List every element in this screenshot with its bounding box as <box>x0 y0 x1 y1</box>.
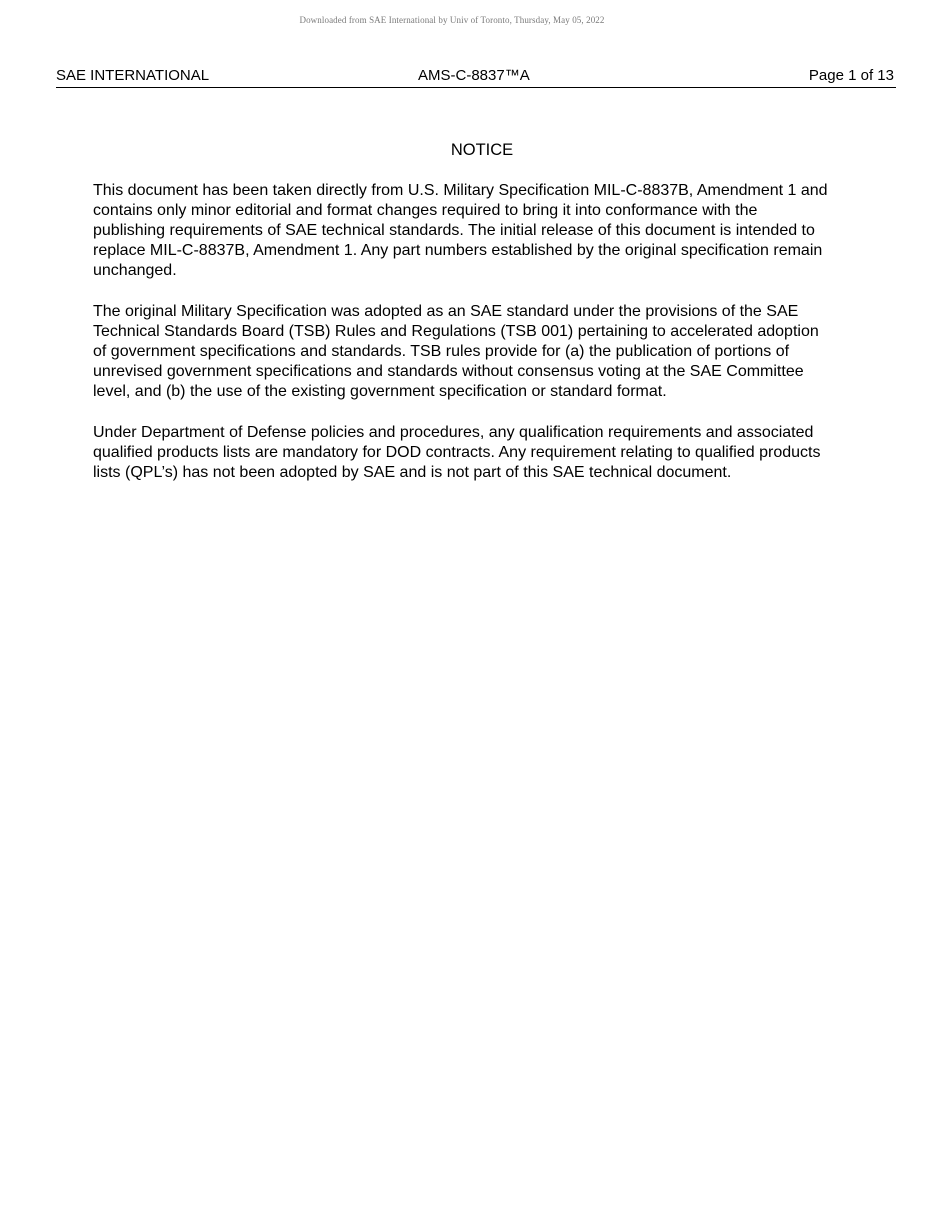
header-document-number: AMS-C-8837™A <box>418 67 530 84</box>
header-page-number: Page 1 of 13 <box>808 67 894 84</box>
paragraph-line: publishing requirements of SAE technical standards. The initial release of this document is intended to <box>93 222 815 239</box>
notice-title: NOTICE <box>450 141 514 159</box>
page-header <box>56 66 896 88</box>
paragraph-line: Technical Standards Board (TSB) Rules and Regulations (TSB 001) pertaining to accelerated adoption <box>93 323 819 340</box>
notice-paragraph-3 <box>93 423 875 483</box>
notice-paragraph-2 <box>93 302 875 402</box>
paragraph-line: of government specifications and standards. TSB rules provide for (a) the publication of portions of <box>93 343 790 360</box>
paragraph-line: lists (QPL’s) has not been adopted by SAE and is not part of this SAE technical document. <box>93 464 732 481</box>
paragraph-line: Under Department of Defense policies and procedures, any qualification requirements and associated <box>93 424 814 441</box>
notice-body <box>93 181 875 504</box>
header-organization: SAE INTERNATIONAL <box>56 67 210 84</box>
paragraph-line: The original Military Specification was adopted as an SAE standard under the provisions of the SAE <box>93 303 799 320</box>
paragraph-line: contains only minor editorial and format changes required to bring it into conformance with the <box>93 202 758 219</box>
paragraph-line: unchanged. <box>93 262 177 279</box>
paragraph-line: level, and (b) the use of the existing government specification or standard format. <box>93 383 667 400</box>
download-watermark: Downloaded from SAE International by Univ of Toronto, Thursday, May 05, 2022 <box>299 15 605 25</box>
notice-paragraph-1 <box>93 181 875 281</box>
paragraph-line: This document has been taken directly from U.S. Military Specification MIL-C-8837B, Amendment 1 and <box>93 182 828 199</box>
paragraph-line: replace MIL-C-8837B, Amendment 1. Any part numbers established by the original specification remain <box>93 242 823 259</box>
paragraph-line: unrevised government specifications and standards without consensus voting at the SAE Committee <box>93 363 804 380</box>
paragraph-line: qualified products lists are mandatory for DOD contracts. Any requirement relating to qualified products <box>93 444 821 461</box>
